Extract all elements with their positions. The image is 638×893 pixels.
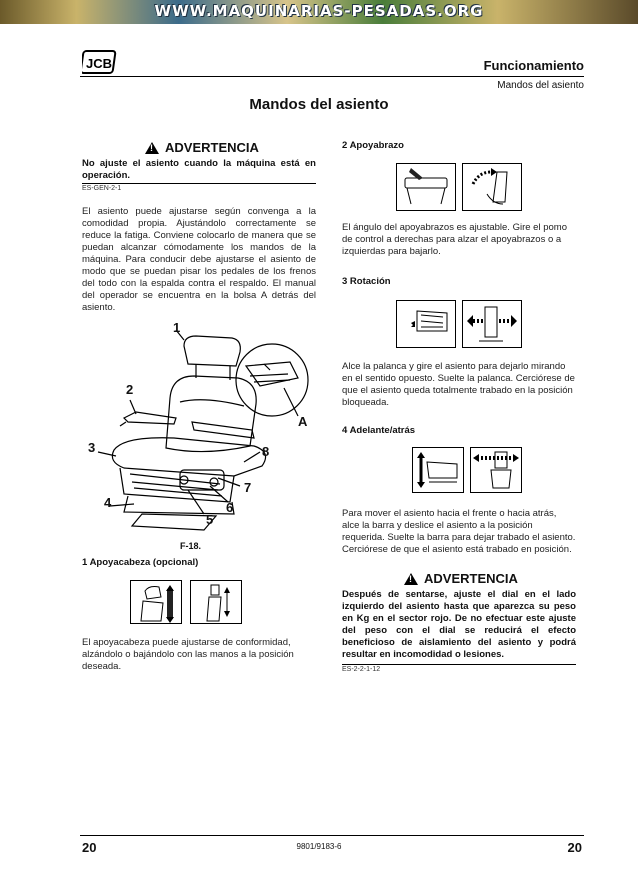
warning2-text: Después de sentarse, ajuste el dial en el lado izquierdo del asiento hasta que aparezca su peso en Kg en el sector rojo. De no efectuar este ajuste del peso con el dial se reducirá el efecto beneficioso de aislamiento del asiento y podrá resultar en incomodidad o lesiones. <box>342 589 576 660</box>
slide-diagram-left <box>412 447 464 493</box>
warning2-code: ES-2-2-1-12 <box>342 666 381 673</box>
page-number-left: 20 <box>82 840 97 855</box>
warning1-rule <box>82 183 316 184</box>
callout-4: 4 <box>104 495 112 510</box>
section1-text: El apoyacabeza puede ajustarse de conformidad, alzándolo o bajándolo con las manos a la posición deseada. <box>82 637 294 672</box>
section2-text: El ángulo del apoyabrazos es ajustable. Gire el pomo de control a derechas para alzar el apoyabrazos o a izquierdas para bajarlo. <box>342 222 567 257</box>
armrest-rotate-icon <box>463 164 521 210</box>
warning-triangle-icon <box>404 573 418 585</box>
callout-a: A <box>298 414 308 429</box>
banner-watermark: WWW.MAQUINARIAS-PESADAS.ORG <box>154 2 484 20</box>
warning-triangle-icon <box>145 142 159 154</box>
slide-bar-icon <box>413 448 463 492</box>
figure-label: F-18. <box>180 541 202 551</box>
document-number: 9801/9183-6 <box>296 842 342 851</box>
headrest-diagram-left <box>130 580 182 624</box>
jcb-logo <box>82 48 118 76</box>
slide-diagram-right <box>470 447 522 493</box>
armrest-diagram-left <box>396 163 456 211</box>
seat-illustration <box>84 318 324 550</box>
rotation-lever-icon <box>397 301 455 347</box>
callout-1: 1 <box>173 320 181 335</box>
callout-8: 8 <box>262 444 270 459</box>
section4-title: 4 Adelante/atrás <box>342 425 416 436</box>
headrest-diagram-right <box>190 580 242 624</box>
warning1-code: ES-GEN-2-1 <box>82 185 122 192</box>
warning2-heading <box>404 571 518 586</box>
section1-title: 1 Apoyacabeza (opcional) <box>82 557 199 568</box>
warning2-title: ADVERTENCIA <box>424 571 518 586</box>
footer-rule <box>80 835 584 836</box>
header-subtitle: Mandos del asiento <box>497 80 584 91</box>
intro-paragraph: El asiento puede ajustarse según convenga a la comodidad propia. Ajustándolo correctamente se reduce la fatiga. Conviene colocarlo de manera que se puedan alcanzar cómodamente los mandos de la máquina. Para conducir debe ajustarse el asiento de modo que se puedan pisar los pedales de los frenos del todo con la espalda contra el respaldo. El manual del operador se encuentra en la bolsa A detrás del asiento. <box>82 206 316 313</box>
warning1-text: No ajuste el asiento cuando la máquina está en operación. <box>82 158 316 181</box>
warning2-rule <box>342 664 576 665</box>
headrest-seat-icon <box>131 581 181 623</box>
section2-title: 2 Apoyabrazo <box>342 140 404 151</box>
slide-arrows-icon <box>471 448 521 492</box>
rotation-diagram-right <box>462 300 522 348</box>
rotation-diagram-left <box>396 300 456 348</box>
headrest-side-icon <box>191 581 241 623</box>
top-banner <box>0 0 638 24</box>
header-rule <box>80 76 584 77</box>
warning1-heading <box>145 140 259 155</box>
callout-2: 2 <box>126 382 134 397</box>
callout-3: 3 <box>88 440 96 455</box>
section3-text: Alce la palanca y gire el asiento para dejarlo mirando en el sentido opuesto. Suelte la palanca. Cerciórese de que el asiento queda totalmente trabado en la posición bloqueada. <box>342 361 575 408</box>
section4-text: Para mover el asiento hacia el frente o hacia atrás, alce la barra y deslice el asiento a la posición requerida. Suelte la barra para dejar trabado el asiento. Cerciórese de que el asiento está trabado en posición. <box>342 508 576 555</box>
callout-5: 5 <box>206 512 214 527</box>
section3-title: 3 Rotación <box>342 276 391 287</box>
page-number-right: 20 <box>567 840 582 855</box>
callout-6: 6 <box>226 500 234 515</box>
armrest-diagram-right <box>462 163 522 211</box>
callout-7: 7 <box>244 480 252 495</box>
logo-text: JCB <box>85 56 113 71</box>
warning1-title: ADVERTENCIA <box>165 140 259 155</box>
header-title: Funcionamiento <box>483 58 584 73</box>
rotation-arrows-icon <box>463 301 521 347</box>
page-title: Mandos del asiento <box>249 96 389 113</box>
armrest-icon <box>397 164 455 210</box>
